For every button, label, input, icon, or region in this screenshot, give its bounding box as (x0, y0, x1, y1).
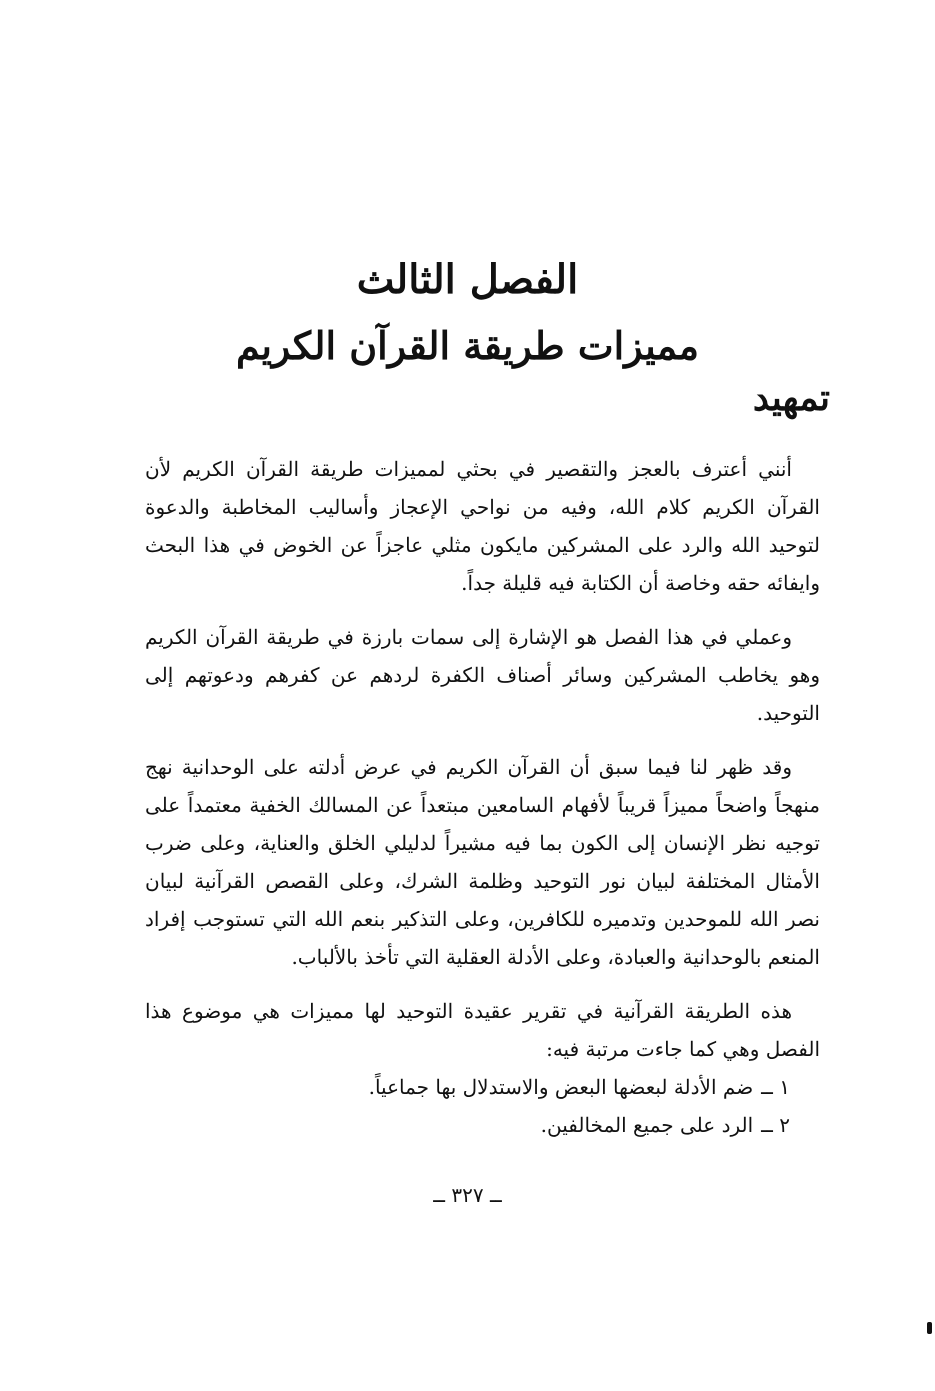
list-item (145, 1068, 820, 1106)
list-item (145, 1106, 820, 1144)
paragraph-features-intro: هذه الطريقة القرآنية في تقرير عقيدة التوحيد لها مميزات هي موضوع هذا الفصل وهي كما جاءت مرتبة فيه: (145, 999, 820, 1061)
page-number: ــ ٣٢٧ ــ (433, 1183, 502, 1207)
scan-edge-mark (927, 1322, 932, 1334)
paragraph-method: وقد ظهر لنا فيما سبق أن القرآن الكريم في عرض أدلته على الوحدانية نهج منهجاً واضحاً مميزاً قريباً لأفهام السامعين مبتعداً عن المسالك الخفية معتمداً على توجيه نظر الإنسان إلى الكون بما فيه مشيراً لدليلي الخلق والعناية، وعلى ضرب الأمثال المختلفة لبيان نور التوحيد وظلمة الشرك، وعلى القصص القرآنية لبيان نصر الله للموحدين وتدميره للكافرين، وعلى التذكير بنعم الله التي تستوجب إفراد المنعم بالوحدانية والعبادة، وعلى الأدلة العقلية التي تأخذ بالألباب. (145, 755, 820, 969)
list-item-text: الرد على جميع المخالفين. (540, 1113, 754, 1137)
list-item-number: ٢ ــ (761, 1113, 790, 1137)
chapter-subtitle: مميزات طريقة القرآن الكريم (236, 323, 699, 368)
paragraph-purpose: وعملي في هذا الفصل هو الإشارة إلى سمات بارزة في طريقة القرآن الكريم وهو يخاطب المشركين وسائر أصناف الكفرة لردهم عن كفرهم ودعوتهم إلى التوحيد. (145, 625, 820, 725)
section-heading: تمهيد (752, 377, 830, 419)
chapter-title: الفصل الثالث (356, 256, 579, 303)
list-item-text: ضم الأدلة لبعضها البعض والاستدلال بها جماعياً. (368, 1075, 754, 1099)
list-item-number: ١ ــ (761, 1075, 790, 1099)
body-text (145, 450, 820, 1144)
paragraph-intro: أنني أعترف بالعجز والتقصير في بحثي لمميزات طريقة القرآن الكريم لأن القرآن الكريم كلام الله، وفيه من نواحي الإعجاز وأساليب المخاطبة والدعوة لتوحيد الله والرد على المشركين مايكون مثلي عاجزاً عن الخوض في هذا البحث وايفائه حقه وخاصة أن الكتابة فيه قليلة جداً. (145, 457, 820, 595)
